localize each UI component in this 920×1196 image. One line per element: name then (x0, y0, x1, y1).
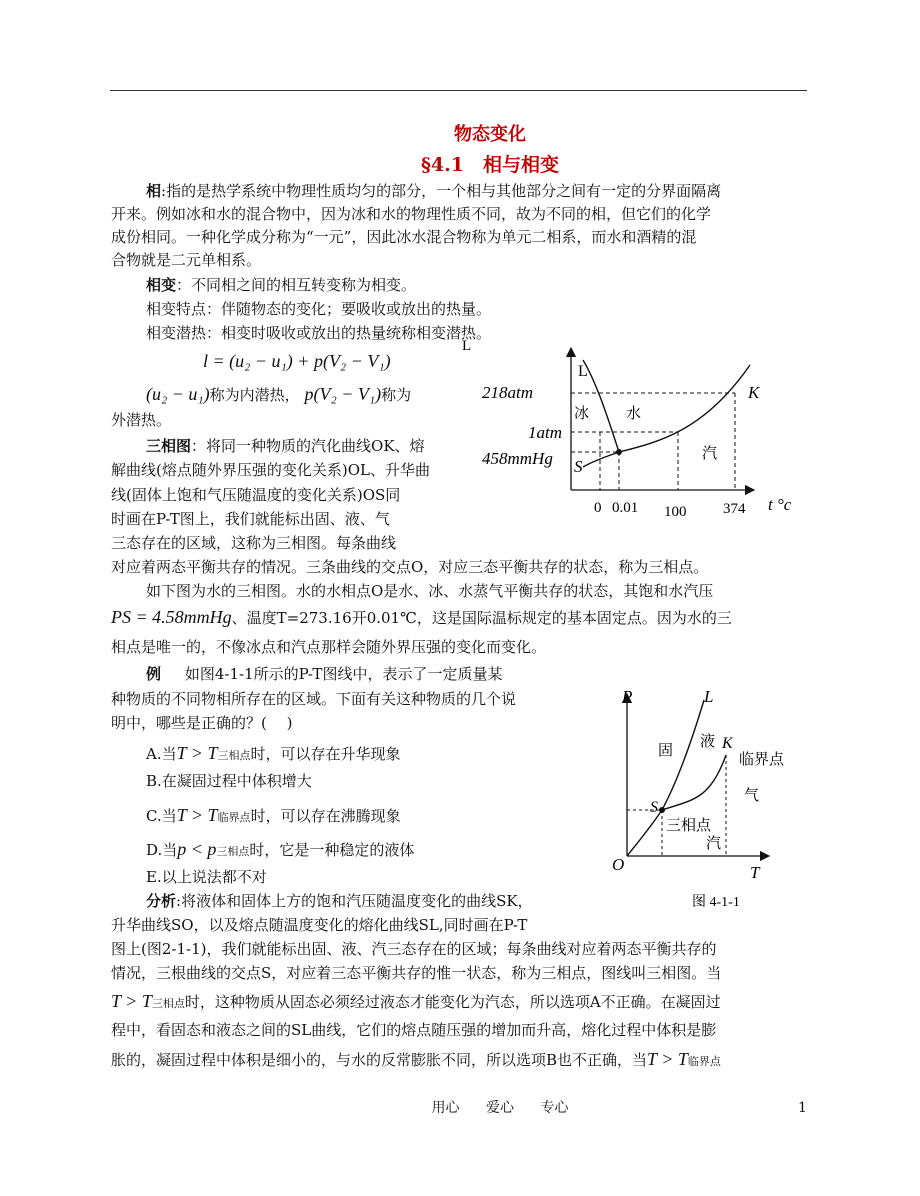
label-t: T (750, 863, 760, 882)
label-o: O (612, 855, 625, 874)
example-line1: 例 如图4-1-1所示的P-T图线中，表示了一定质量某 (146, 665, 503, 683)
para-latent: 相变潜热：相变时吸收或放出的热量统称相变潜热。 (146, 324, 492, 342)
para-triple-line5: 三态存在的区域，这称为三相图。每条曲线 (111, 534, 397, 552)
para-water-line3: 相点是唯一的，不像冰点和汽点那样会随外界压强的变化而变化。 (111, 638, 547, 656)
analysis-line7: 胀的，凝固过程中体积是细小的，与水的反常膨胀不同，所以选项B也不正确，当T > T临界点 (111, 1049, 721, 1069)
term-analysis: 分析 (146, 892, 177, 910)
para-external-end: 外潜热。 (111, 411, 172, 429)
section-title: §4.1 相与相变 (421, 154, 559, 176)
sublimation-curve (583, 452, 619, 467)
option-c: C.当T > T临界点时，可以存在沸腾现象 (146, 805, 401, 825)
label-ice: 冰 (574, 406, 590, 422)
analysis-line5: T > T三相点时，这种物质从固态必须经过液态才能变化为汽态，所以选项A不正确。在凝固过 (111, 991, 721, 1011)
label-l: L (704, 687, 714, 706)
tick-100: 100 (664, 504, 687, 520)
para-transition: 相变：不同相之间的相互转变称为相变。 (146, 276, 417, 294)
label-triple: 三相点 (666, 818, 712, 834)
label-p: P (622, 687, 633, 706)
label-solid: 固 (658, 743, 674, 759)
label-critical: 临界点 (739, 752, 785, 768)
label-l-top: L (462, 338, 472, 354)
triple-point-dot (616, 449, 622, 455)
para-phase-line1: 相:指的是热学系统中物理性质均匀的部分，一个相与其他部分之间有一定的分界面隔离 (146, 182, 722, 200)
para-phase-line3: 成份相同。一种化学成分称为“一元”，因此冰水混合物称为单元二相系，而水和酒精的混 (111, 228, 697, 246)
example-line3: 明中，哪些是正确的？( ) (111, 714, 293, 732)
label-s: S (650, 799, 658, 816)
tick-0: 0 (594, 500, 602, 516)
term-phase: 相 (146, 182, 162, 200)
page-number: 1 (798, 1100, 807, 1116)
label-vapor: 汽 (702, 446, 718, 462)
label-l: L (578, 363, 588, 380)
page-title: 物态变化 (454, 124, 526, 145)
analysis-line6: 程中，看固态和液态之间的SL曲线，它们的熔点随压强的增加而升高，熔化过程中体积是膨 (111, 1021, 717, 1039)
header-rule (110, 90, 807, 91)
analysis-line3: 图上(图2-1-1)，我们就能标出固、液、汽三态存在的区域；每条曲线对应着两态平衡共存的 (111, 940, 717, 958)
label-458mmhg: 458mmHg (482, 449, 553, 468)
example-line2: 种物质的不同物相所存在的区域。下面有关这种物质的几个说 (111, 690, 517, 708)
vaporization-curve (662, 755, 726, 810)
para-water-line2: PS = 4.58mmHg、温度T=273.16开0.01℃，这是国际温标规定的基本固定点。因为水的三 (111, 607, 732, 627)
para-internal-external: (u₂ − u₁)称为内潜热， p(V₂ − V₁)称为 (146, 384, 412, 404)
option-d: D.当p < p三相点时，它是一种稳定的液体 (146, 839, 415, 859)
pt-diagram-4-1-1 (600, 680, 810, 910)
para-water-line1: 如下图为水的三相图。水的水相点O是水、冰、水蒸气平衡共存的状态，其饱和水汽压 (146, 582, 714, 600)
label-k: K (748, 383, 760, 402)
para-triple-line3: 线(固体上饱和气压随温度的变化关系)OS同 (111, 486, 401, 504)
tick-001: 0.01 (612, 500, 639, 516)
axis-t-label: t °c (768, 495, 792, 514)
figure-caption: 图 4-1-1 (692, 895, 740, 910)
term-transition: 相变 (146, 276, 177, 294)
sublimation-curve (627, 810, 662, 856)
para-triple-line2: 解曲线(熔点随外界压强的变化关系)OL、升华曲 (111, 461, 430, 479)
label-218atm: 218atm (482, 383, 533, 402)
label-vapor: 汽 (706, 836, 722, 852)
label-s: S (574, 457, 583, 476)
option-e: E.以上说法都不对 (146, 868, 267, 886)
triple-point-dot (659, 807, 665, 813)
label-liquid: 液 (700, 734, 716, 750)
label-1atm: 1atm (528, 423, 562, 442)
option-b: B.在凝固过程中体积增大 (146, 772, 312, 790)
latent-heat-formula: l = (u₂ − u₁) + p(V₂ − V₁) (203, 351, 391, 371)
analysis-line4: 情况，三根曲线的交点S，对应着三态平衡共存的惟一状态，称为三相点，图线叫三相图。当 (111, 964, 722, 982)
analysis-line2: 升华曲线SO，以及熔点随温度变化的熔化曲线SL,同时画在P-T (111, 916, 528, 934)
label-gas: 气 (744, 788, 760, 804)
para-triple-line4: 时画在P-T图上，我们就能标出固、液、气 (111, 510, 390, 528)
tick-374: 374 (723, 501, 746, 517)
para-triple-line1: 三相图：将同一种物质的汽化曲线OK、熔 (146, 437, 425, 455)
label-water: 水 (626, 406, 642, 422)
para-phase-line2: 开来。例如冰和水的混合物中，因为冰和水的物理性质不同，故为不同的相，但它们的化学 (111, 205, 712, 223)
para-triple-line6: 对应着两态平衡共存的情况。三条曲线的交点O，对应三态平衡共存的状态，称为三相点。 (111, 558, 709, 576)
label-k: K (722, 735, 733, 752)
page-footer: 用心 爱心 专心 (431, 1100, 569, 1116)
term-example: 例 (146, 665, 162, 683)
option-a: A.当T > T三相点时，可以存在升华现象 (146, 743, 401, 763)
term-triple: 三相图 (146, 437, 192, 455)
para-feature: 相变特点：伴随物态的变化；要吸收或放出的热量。 (146, 300, 492, 318)
water-phase-diagram (450, 330, 810, 530)
para-phase-line4: 合物就是二元单相系。 (111, 251, 262, 269)
analysis-line1: 分析:将液体和固体上方的饱和汽压随温度变化的曲线SK， (146, 892, 533, 910)
